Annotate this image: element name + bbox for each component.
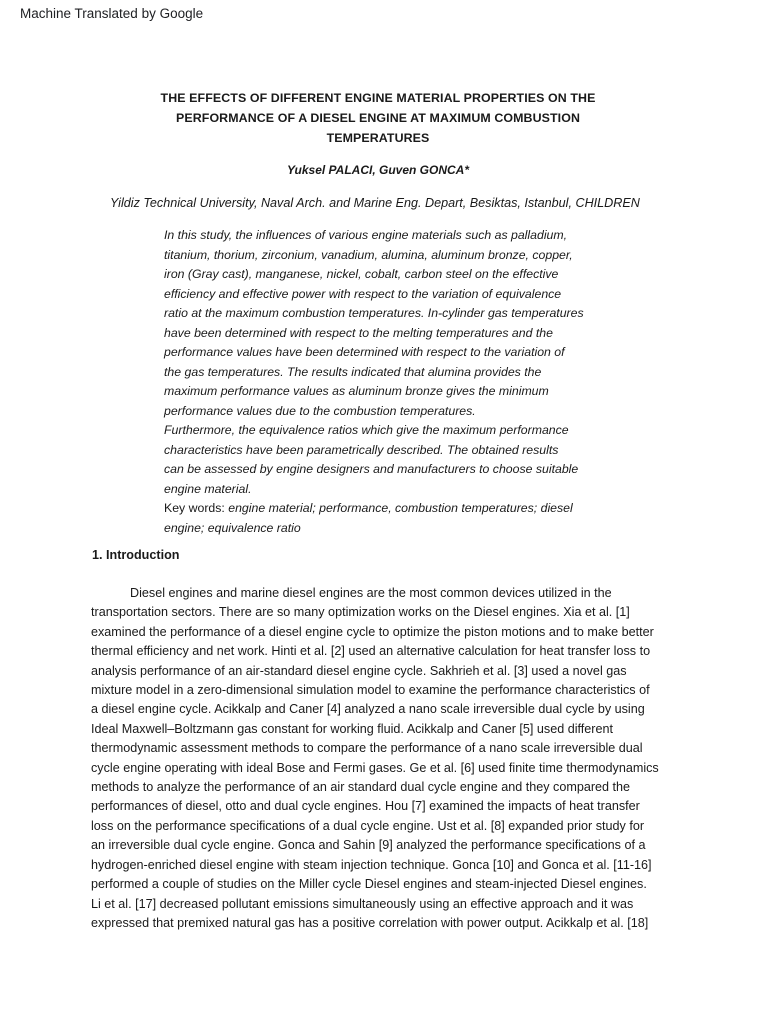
abstract-line: can be assessed by engine designers and manufacturers to choose suitable [164, 462, 579, 476]
abstract [164, 226, 634, 538]
body-line: hydrogen-enriched diesel engine with steam injection technique. Gonca [10] and Gonca et al. [11-16] [91, 857, 652, 872]
abstract-line: have been determined with respect to the melting temperatures and the [164, 325, 553, 340]
title-line: TEMPERATURES [326, 131, 430, 145]
body-line: performances of diesel, otto and dual cycle engines. Hou [7] examined the impacts of heat transfer [91, 799, 640, 814]
authors: Yuksel PALACI, Guven GONCA* [286, 163, 470, 177]
body-line: mixture model in a zero-dimensional simulation model to examine the performance characteristics of [91, 683, 650, 698]
body-line: Ideal Maxwell–Boltzmann gas constant for working fluid. Acikkalp and Caner [5] used different [91, 721, 613, 736]
machine-translation-banner: Machine Translated by Google [20, 6, 204, 21]
title-line: PERFORMANCE OF A DIESEL ENGINE AT MAXIMUM COMBUSTION [176, 111, 580, 125]
body-line: loss on the performance specifications of a dual cycle engine. Ust et al. [8] expanded prior study for [91, 818, 645, 833]
abstract-line: maximum performance values as aluminum bronze gives the minimum [164, 384, 549, 398]
keywords-line: engine; equivalence ratio [164, 520, 301, 535]
body-line: an irreversible dual cycle engine. Gonca and Sahin [9] analyzed the performance specifications of a [91, 838, 646, 853]
body-line: cycle engine operating with ideal Bose and Fermi gases. Ge et al. [6] used finite time thermodynamics [91, 760, 659, 775]
keywords-text: engine material; performance, combustion temperatures; diesel [228, 501, 573, 515]
body-line: transportation sectors. There are so many optimization works on the Diesel engines. Xia et al. [1] [91, 605, 630, 620]
abstract-line: iron (Gray cast), manganese, nickel, cobalt, carbon steel on the effective [164, 267, 559, 281]
abstract-line: performance values have been determined with respect to the variation of [164, 345, 565, 359]
paper-title [90, 88, 666, 148]
abstract-line: In this study, the influences of various engine materials such as palladium, [164, 228, 568, 242]
body-line: thermal efficiency and net work. Hinti et al. [2] used an alternative calculation for heat transfer loss to [91, 644, 651, 659]
abstract-line: performance values due to the combustion temperatures. [164, 403, 476, 418]
abstract-line: characteristics have been parametrically described. The obtained results [164, 442, 559, 457]
body-line: thermodynamic assessment methods to compare the performance of a nano scale irreversible dual [91, 741, 643, 756]
body-line: performed a couple of studies on the Miller cycle Diesel engines and steam-injected Diesel engines. [91, 877, 647, 892]
body-line: methods to analyze the performance of an air standard dual cycle engine and they compared the [91, 780, 631, 795]
keywords-label: Key words: [164, 501, 229, 515]
title-line: THE EFFECTS OF DIFFERENT ENGINE MATERIAL PROPERTIES ON THE [160, 91, 596, 105]
abstract-line: titanium, thorium, zirconium, vanadium, alumina, aluminum bronze, copper, [164, 247, 573, 262]
abstract-line: ratio at the maximum combustion temperatures. In-cylinder gas temperatures [164, 306, 584, 320]
abstract-line: engine material. [164, 481, 252, 496]
body-line: Li et al. [17] decreased pollutant emissions simultaneously using an effective approach and it was [91, 896, 634, 911]
section-heading-introduction: 1. Introduction [92, 548, 180, 562]
body-line: Diesel engines and marine diesel engines are the most common devices utilized in the [130, 586, 612, 600]
body-line: analysis performance of an air-standard diesel engine cycle. Sakhrieh et al. [3] used a novel gas [91, 663, 627, 678]
introduction-body [91, 584, 691, 933]
abstract-line: Furthermore, the equivalence ratios which give the maximum performance [164, 423, 569, 437]
body-line: examined the performance of a diesel engine cycle to optimize the piston motions and to make better [91, 624, 654, 639]
abstract-line: efficiency and effective power with respect to the variation of equivalence [164, 286, 562, 301]
keywords-line [164, 499, 634, 519]
body-line: expressed that premixed natural gas has a positive correlation with power output. Acikkalp et al. [18] [91, 915, 649, 930]
abstract-line: the gas temperatures. The results indicated that alumina provides the [164, 364, 542, 379]
affiliation: Yildiz Technical University, Naval Arch. and Marine Eng. Depart, Besiktas, Istanbul, CHILDREN [110, 196, 640, 210]
body-line: a diesel engine cycle. Acikkalp and Caner [4] analyzed a nano scale irreversible dual cycle by using [91, 702, 645, 717]
